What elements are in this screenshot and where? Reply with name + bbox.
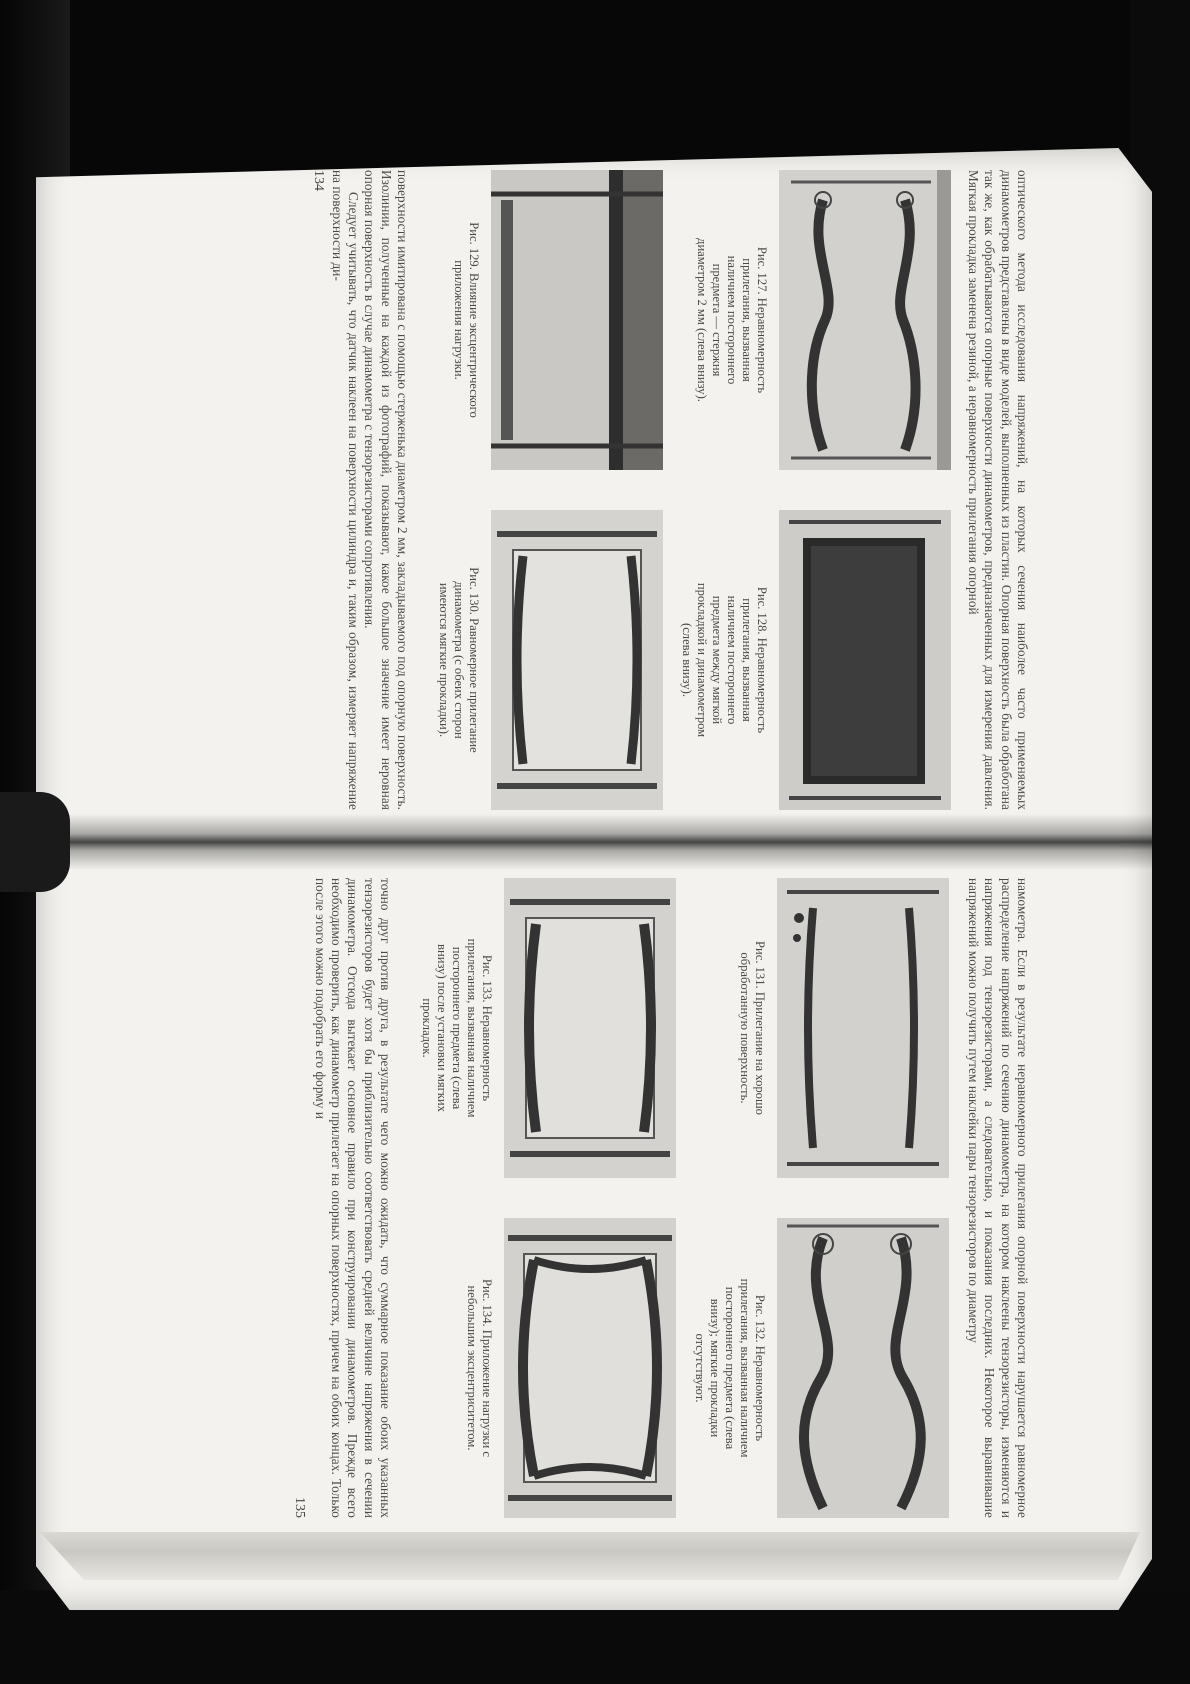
- left-page: [40, 170, 1030, 810]
- photo-133: [504, 878, 676, 1178]
- figure-134: [419, 1218, 676, 1518]
- photo-131: [777, 878, 949, 1178]
- figure-128: [679, 510, 951, 810]
- figure-127: [679, 170, 951, 470]
- right-page-top-text: намометра. Если в результате неравномерного прилегания опорной поверхности нарушается равномерное распределение напряжений по сечению динамометра, на котором наклеены тензорезисторы, изменяются и напряжения под тензорезисторами, а следовательно, и показания последних. Некоторое выравнивание напряжений можно получить путем наклейки пары тензорезисторов по диаметру: [966, 878, 1030, 1518]
- photo-132: [777, 1218, 949, 1518]
- photo-127: [779, 170, 951, 470]
- figure-131: [692, 878, 949, 1178]
- figure-133: [419, 878, 676, 1178]
- figure-130-caption: Рис. 130. Равномерное прилегание динамометра (с обеих сторон имеются мягкие прокладки).: [436, 567, 481, 753]
- left-page-number: 134: [311, 170, 327, 191]
- left-page-bottom-text-2: Следует учитывать, что датчик наклеен на поверхности цилиндра и, таким образом, измеряет напряжение на поверхности ди-: [329, 170, 361, 810]
- right-page-number: 135: [292, 1497, 308, 1518]
- left-page-bottom-text-1: поверхности имитирована с помощью стерженька диаметром 2 мм, закладываемого под опорную поверхность. Изолинии, полученные на каждой из фотографий, показывают, какое большое значение имеет неровная опорная поверхность в случае динамометра с тензорезисторами сопротивления.: [362, 170, 410, 810]
- book-page-edges: [40, 1532, 1140, 1580]
- figure-row-127-128: [679, 170, 951, 810]
- figure-128-caption: Рис. 128. Неравномерность прилегания, вызванная наличием постороннего предмета между мягкой прокладкой и динамометром (слева внизу).: [679, 582, 769, 738]
- figure-127-caption: Рис. 127. Неравномерность прилегания, вызванная наличием постороннего предмета — стержня диаметром 2 мм (слева внизу).: [694, 238, 769, 402]
- photo-129: [491, 170, 663, 470]
- figure-row-133-134: [419, 878, 676, 1518]
- figure-row-131-132: [692, 878, 949, 1518]
- figure-129-caption: Рис. 129. Влияние эксцентрического приложения нагрузки.: [451, 222, 481, 418]
- right-page: [40, 878, 1030, 1518]
- figure-133-caption: Рис. 133. Неравномерность прилегания, вызванная наличием постороннего предмета (слева внизу) после установки мягких прокладок.: [419, 938, 494, 1118]
- figure-129: [436, 170, 663, 470]
- figure-134-caption: Рис. 134. Приложение нагрузки с небольшим эксцентриситетом.: [464, 1278, 494, 1458]
- book-spine-gutter: [36, 814, 1152, 870]
- figure-131-caption: Рис. 131. Прилегание на хорошо обработанную поверхность.: [737, 941, 767, 1115]
- left-page-top-text: оптического метода исследования напряжений, на которых сечения наиболее часто применяемых динамометров представлены в виде моделей, выполненных из пластин. Опорная поверхность была обработана так же, как обрабатываются опорные поверхности динамометров, предназначенных для измерения давления. Мягкая прокладка заменена резиной, а неравномерность прилегания опорной: [966, 170, 1030, 810]
- photo-128: [779, 510, 951, 810]
- photo-134: [504, 1218, 676, 1518]
- figure-row-129-130: [436, 170, 663, 810]
- photo-130: [491, 510, 663, 810]
- figure-132-caption: Рис. 132. Неравномерность прилегания, вызванная наличием постороннего предмета (слева внизу); мягкие прокладки отсутствуют.: [692, 1278, 767, 1458]
- figure-132: [692, 1218, 949, 1518]
- right-page-bottom-text: точно друг против друга, в результате чего можно ожидать, что суммарное показание обоих указанных тензорезисторов будет хотя бы приблизительно соответствовать средней величине напряжения в сечении динамометра. Отсюда вытекает основное правило при конструировании динамометров. Прежде всего необходимо проверить, как динамометр прилегает на опорных поверхностях, причем на обоих концах. Только после этого можно подобрать его форму и: [312, 878, 393, 1518]
- figure-130: [436, 510, 663, 810]
